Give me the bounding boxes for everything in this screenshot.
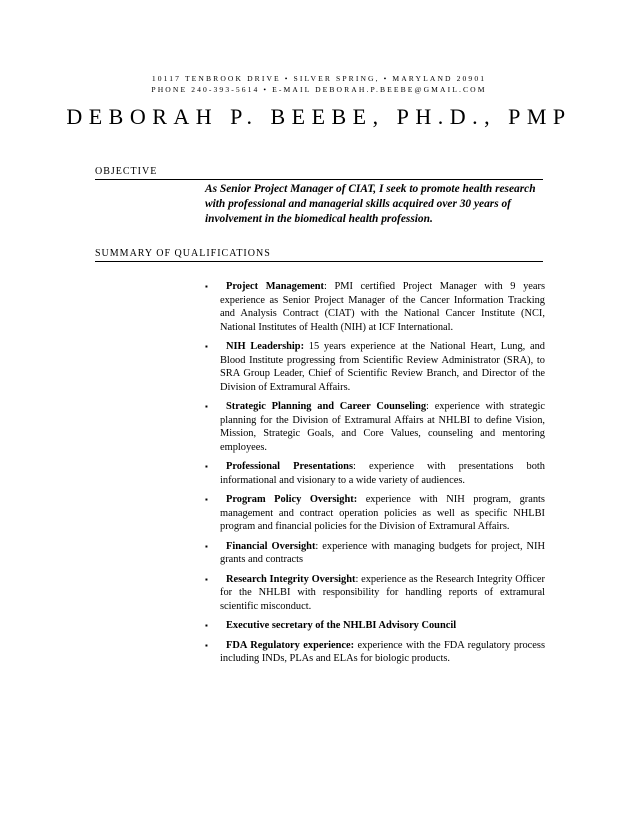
qualification-text: experience as the Research Integrity Officer for the NHLBI with responsibility for handling reports of extramural scientific misconduct.: [220, 573, 546, 612]
qualification-text: experience with strategic planning for the Division of Extramural Affairs at NHLBI to define Vision, Mission, Strategic Goals, and Core Values, counseling and mentoring employees.: [220, 401, 545, 453]
bullet-icon: ▪: [205, 621, 208, 630]
bullet-icon: ▪: [205, 574, 208, 584]
qualification-title: Research Integrity Oversight: [226, 573, 356, 585]
qualifications-list: [205, 280, 545, 672]
list-item: [205, 340, 545, 394]
bullet-icon: ▪: [205, 462, 208, 471]
objective-heading: OBJECTIVE: [95, 166, 543, 180]
list-item: ▪ Strategic Planning and Career Counseling: experience with strategic planning for the Division of Extramural Affairs at NHLBI to define Vision, Mission, Strategic Goals, and Core Values, counseling and mentoring employees.: [205, 401, 545, 453]
qualification-title: NIH Leadership:: [226, 341, 305, 352]
candidate-name: DEBORAH P. BEEBE, PH.D., PMP: [66, 104, 572, 129]
contact-block: [0, 73, 638, 95]
bullet-icon: ▪: [205, 402, 208, 411]
qualification-title: FDA Regulatory experience:: [226, 639, 355, 651]
qualification-text: 15 years experience at the National Heart, Lung, and Blood Institute progressing from Scientific Review Administrator (SRA), to SRA Group Leader, Chief of Scientific Review Branch, and Director of the Division of Extramural Affairs.: [220, 341, 545, 393]
qualification-text: experience with presentations both informational and visionary to a wide variety of audiences.: [220, 461, 545, 486]
list-item: ▪ Professional Presentations: experience with presentations both informational and visionary to a wide variety of audiences.: [205, 461, 545, 486]
qualification-text: experience with managing budgets for project, NIH grants and contracts: [220, 540, 545, 565]
address-line: 10117 TENBROOK DRIVE • SILVER SPRING, • MARYLAND 20901: [151, 74, 487, 83]
bullet-icon: ▪: [205, 282, 208, 291]
list-item: ▪ Research Integrity Oversight: experience as the Research Integrity Officer for the NHLBI with responsibility for handling reports of extramural scientific misconduct.: [205, 573, 546, 612]
list-item: ▪ Financial Oversight: experience with managing budgets for project, NIH grants and contracts: [205, 540, 545, 565]
contact-line: PHONE 240-393-5614 • E-MAIL DEBORAH.P.BEEBE@GMAIL.COM: [151, 85, 487, 94]
list-item: [205, 639, 545, 666]
qualification-text: experience with the FDA regulatory process including INDs, PLAs and ELAs for biologic products.: [220, 639, 545, 664]
qualification-text: experience with NIH program, grants management and contract operation policies as well as specific NHLBI program and financial policies for the Division of Extramural Affairs.: [220, 494, 545, 532]
list-item: [205, 619, 545, 633]
qualification-title: Strategic Planning and Career Counseling: [226, 401, 427, 412]
list-item: ▪ Project Management: PMI certified Project Manager with 9 years experience as Senior Project Manager of the Cancer Information Tracking and Analysis Contract (CIAT) with the National Cancer Institute (NCI, National Institutes of Health (NIH) at ICF International.: [205, 281, 545, 333]
objective-text: As Senior Project Manager of CIAT, I seek to promote health research with professional and managerial skills acquired over 30 years of involvement in the biomedical health profession.: [205, 183, 536, 225]
bullet-icon: ▪: [205, 541, 208, 551]
summary-heading: SUMMARY OF QUALIFICATIONS: [95, 248, 543, 262]
qualification-text: PMI certified Project Manager with 9 years experience as Senior Project Manager of the Cancer Information Tracking and Analysis Contract (CIAT) with the National Cancer Institute (NCI, National Institutes of Health (NIH) at ICF International.: [220, 281, 545, 333]
qualification-title: Professional Presentations: [226, 461, 353, 472]
list-item: [205, 493, 545, 534]
qualification-title: Program Policy Oversight:: [226, 494, 358, 505]
bullet-icon: ▪: [205, 495, 208, 504]
bullet-icon: ▪: [205, 640, 208, 650]
bullet-icon: ▪: [205, 342, 208, 351]
qualification-title: Executive secretary of the NHLBI Advisory Council: [226, 620, 457, 631]
qualification-title: Project Management: [226, 281, 324, 292]
qualification-title: Financial Oversight: [226, 540, 316, 552]
